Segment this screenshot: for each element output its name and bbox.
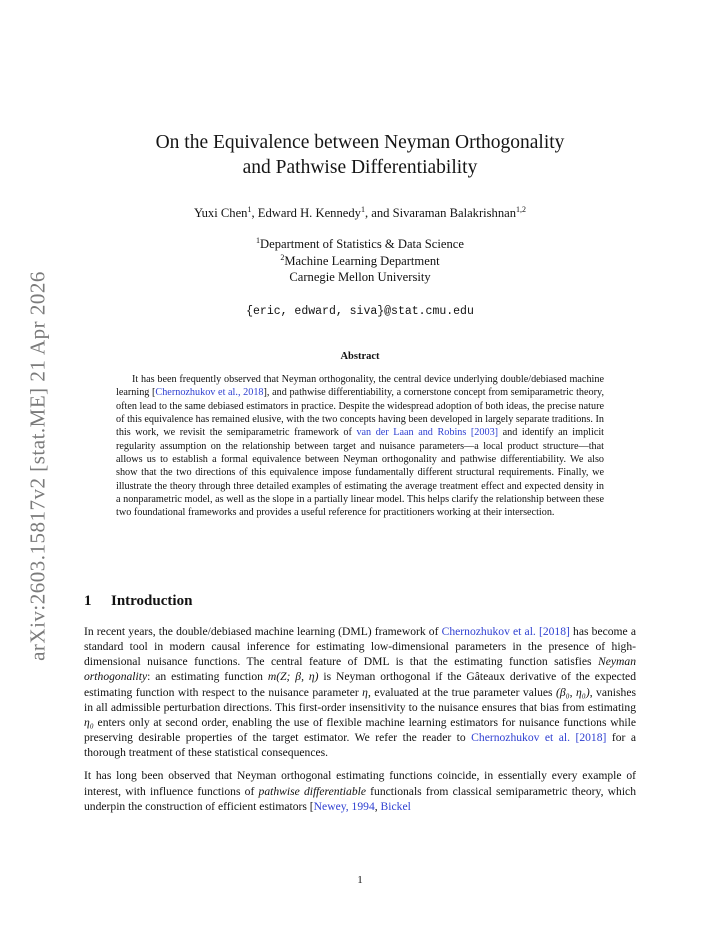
affiliation-text: Carnegie Mellon University — [289, 270, 431, 284]
body-text: In recent years, the double/debiased machine learning (DML) framework of — [84, 625, 442, 638]
citation-link[interactable]: Newey, 1994 — [313, 799, 375, 813]
section-title: Introduction — [111, 593, 193, 609]
title-line-1: On the Equivalence between Neyman Orthogonality — [155, 132, 565, 153]
body-paragraph — [84, 624, 636, 760]
page-number: 1 — [357, 874, 363, 886]
body-text: has become a standard tool in modern causal inference for estimating low-dimensional parameters in the presence of high-dimensional nuisance functions. The central feature of DML is that the estimating function satisfies — [84, 625, 636, 669]
abstract-text: ], and pathwise differentiability, a cornerstone concept from semiparametric theory, often lead to the same debiased estimators in practice. Despite the widespread adoption of both ideas, the precise nature of this equivalence has remained elusive, with the two concepts having been developed in largely separate traditions. In this work, we revisit the semiparametric framework of — [116, 387, 605, 439]
body-text: is Neyman orthogonal if the Gâteaux derivative of the expected estimating function with respect to the nuisance parameter — [84, 670, 636, 699]
abstract-text: It has been frequently observed that Neyman orthogonality, the central device underlying double/debiased machine learning [ — [116, 374, 604, 399]
section-number: 1 — [84, 593, 92, 609]
citation-link[interactable]: Chernozhukov et al., 2018 — [155, 387, 264, 399]
emphasis-text: Neyman orthogonality — [84, 655, 636, 684]
author-name: Sivaraman Balakrishnan — [392, 206, 517, 220]
body-text: It has long been observed that Neyman orthogonal estimating functions coincide, in essentially every example of interest, with influence functions of — [84, 769, 636, 798]
affiliation-text: Machine Learning Department — [284, 253, 440, 268]
abstract-heading: Abstract — [340, 351, 380, 362]
body-text: for a thorough treatment of these statistical consequences. — [84, 731, 636, 760]
body-text: functionals from classical semiparametric theory, which underpin the construction of efficient estimators [ — [84, 784, 636, 813]
citation-link[interactable]: Bickel — [380, 799, 411, 813]
author-affiliation-mark: 1,2 — [516, 205, 527, 214]
affiliation-mark: 1 — [256, 236, 261, 245]
title-line-2: and Pathwise Differentiability — [242, 157, 478, 178]
body-paragraph — [84, 768, 636, 813]
affiliation-line — [82, 236, 638, 253]
math-expression: (β₀, η₀) — [556, 685, 590, 699]
citation-link[interactable]: van der Laan and Robins [2003] — [356, 427, 499, 439]
abstract-paragraph — [116, 373, 604, 520]
author-affiliation-mark: 1 — [247, 205, 252, 214]
author-affiliation-mark: 1 — [360, 205, 365, 214]
body-text: : an estimating function — [147, 670, 268, 684]
affiliation-line — [82, 253, 638, 270]
author-separator: , — [251, 206, 258, 220]
math-expression: η — [362, 685, 368, 699]
author-name: Yuxi Chen — [193, 206, 248, 220]
author-list — [82, 206, 638, 221]
arxiv-side-stamp: arXiv:2603.15817v2 [stat.ME] 21 Apr 2026 — [25, 271, 50, 661]
abstract-body — [116, 373, 604, 520]
body-text: enters only at second order, enabling the use of flexible machine learning estimators for nuisance functions while preserving desirable properties of the target estimator. We refer the reader to — [84, 715, 636, 745]
body-text: , vanishes in all admissible perturbation directions. This first-order insensitivity to the nuisance ensures that bias from estimating — [84, 685, 636, 714]
citation-link[interactable]: Chernozhukov et al. [2018] — [441, 625, 570, 638]
emphasis-text: pathwise differentiable — [258, 784, 366, 798]
affiliation-mark: 2 — [280, 252, 285, 262]
body-text: , evaluated at the true parameter values — [367, 685, 557, 699]
introduction-body — [84, 624, 636, 822]
affiliation-line — [82, 269, 638, 286]
author-emails: {eric, edward, siva}@stat.cmu.edu — [246, 305, 474, 318]
body-text: , — [374, 799, 381, 813]
citation-link[interactable]: Chernozhukov et al. [2018] — [471, 731, 607, 745]
paper-title — [82, 130, 638, 180]
affiliation-text: Department of Statistics & Data Science — [260, 237, 464, 251]
math-expression: η₀ — [84, 715, 94, 729]
math-expression: m(Z; β, η) — [267, 670, 319, 684]
section-heading — [84, 593, 192, 610]
abstract-text: and identify an implicit regularity assumption on the relationship between target and nuisance parameters—a local product structure—that allows us to establish a formal equivalence between Neyman orthogonality and pathwise differentiability. We also show that the two directions of this equivalence impose fundamentally different structural requirements. Finally, we illustrate the theory through three detailed examples of estimating the average treatment effect and expected density in a nonparametric model, as well as the slope in a partially linear model. This helps clarify the relationship between these two foundational frameworks and provides a useful reference for practitioners working at their intersection. — [116, 427, 605, 519]
affiliations — [82, 236, 638, 286]
author-name: Edward H. Kennedy — [257, 206, 361, 220]
author-separator: , and — [364, 206, 393, 220]
